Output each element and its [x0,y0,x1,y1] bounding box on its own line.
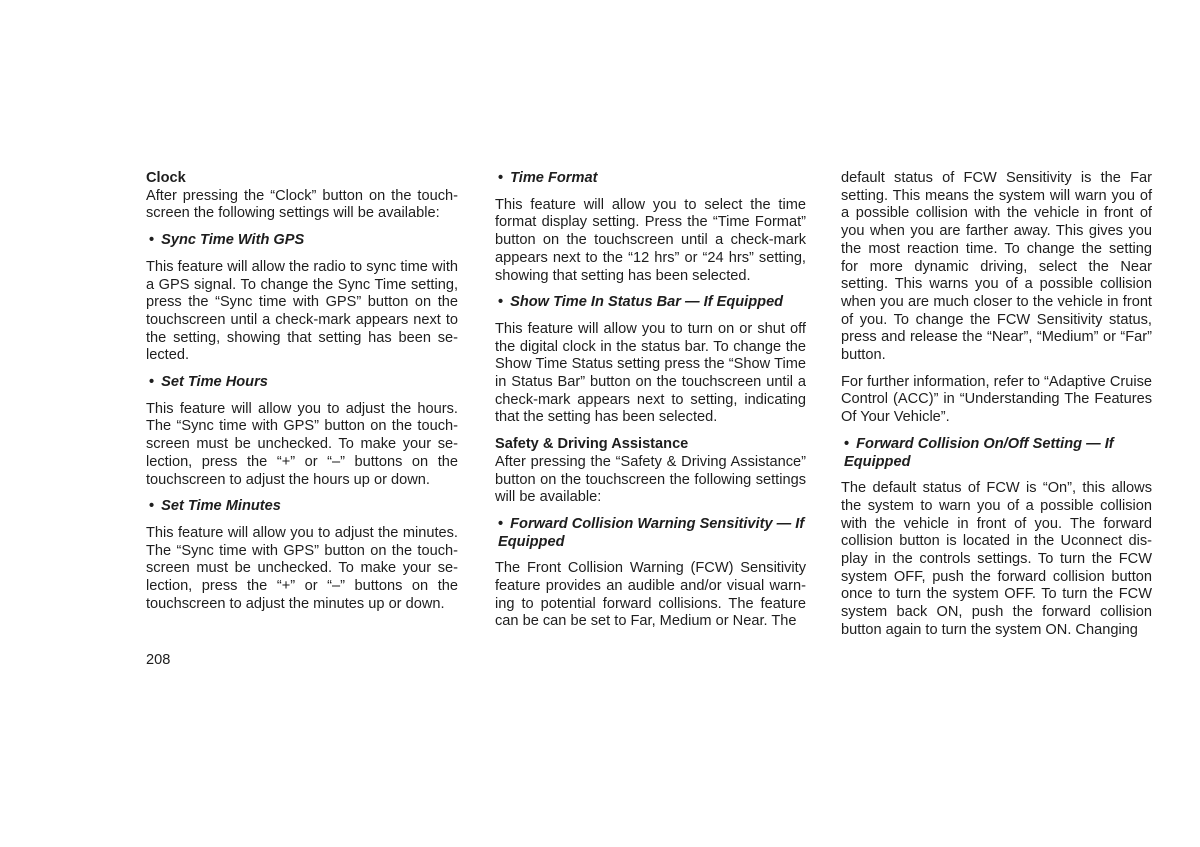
status-bar-text: This feature will allow you to turn on or shut off the digital clock in the status bar. To change the Show Time Status setting press the “Show Time in Status Bar” button on the touchscreen until a check-mark appears next to setting, indicating that the setting has been selected. [495,320,806,426]
set-hours-heading-text: Set Time Hours [161,374,268,391]
bullet-icon: • [149,498,155,515]
clock-intro: After pressing the “Clock” button on the touch-screen the following settings will be available: [146,187,458,222]
fcw-continued-text: default status of FCW Sensitivity is the Far setting. This means the system will warn you of a possible collision with the vehicle in front of you when you are farther away. This gives you the most reaction time. To change the setting for more dynamic driving, select the Near setting. This warns you of a possible collision when you are much closer to the vehicle in front of you. To change the FCW Sensitivity status, press and release the “Near”, “Medium” or “Far” button. [841,170,1152,364]
set-minutes-heading [146,498,458,516]
status-bar-heading [495,294,806,312]
sync-gps-heading [146,232,458,250]
fcw-onoff-heading-text: Forward Collision On/Off Setting — If Equipped [844,435,1114,470]
safety-heading: Safety & Driving Assistance [495,436,689,453]
sync-gps-text: This feature will allow the radio to sync time with a GPS signal. To change the Sync Time setting, press the “Sync time with GPS” button on the touchscreen until a check-mark appears next to the setting, showing that setting has been se-lected. [146,258,458,364]
status-bar-heading-text: Show Time In Status Bar — If Equipped [510,294,784,311]
set-minutes-text: This feature will allow you to adjust the minutes. The “Sync time with GPS” button on the touch-screen must be unchecked. To make your se-lection, press the “+” or “–” buttons on the touchscreen to adjust the minutes up or down. [146,524,458,612]
set-hours-heading [146,374,458,392]
column-middle [495,170,806,631]
time-format-text: This feature will allow you to select the time format display setting. Press the “Time Format” button on the touchscreen until a check-mark appears next to the “12 hrs” or “24 hrs” setting, showing that setting has been selected. [495,196,806,284]
bullet-icon: • [498,170,504,186]
fcw-sensitivity-heading [495,516,806,551]
time-format-heading [495,170,806,188]
column-left [146,170,458,622]
sync-gps-heading-text: Sync Time With GPS [161,232,305,249]
fcw-onoff-text: The default status of FCW is “On”, this allows the system to warn you of a possible collision with the vehicle in front of you. The forward collision button is located in the Uconnect dis-play in the controls settings. To turn the FCW system OFF, push the forward collision button once to turn the system OFF. To turn the FCW system back ON, push the forward collision button again to turn the system ON. Changing [841,480,1152,638]
fcw-onoff-heading [841,436,1152,471]
bullet-icon: • [149,232,155,249]
safety-intro: After pressing the “Safety & Driving Assistance” button on the touchscreen the following settings will be available: [495,453,806,506]
clock-heading: Clock [146,170,186,186]
bullet-icon: • [844,435,850,452]
further-info-text: For further information, refer to “Adaptive Cruise Control (ACC)” in “Understanding The Features Of Your Vehicle”. [841,373,1152,426]
bullet-icon: • [498,515,504,532]
bullet-icon: • [498,294,504,311]
time-format-heading-text: Time Format [510,170,598,186]
fcw-sensitivity-text: The Front Collision Warning (FCW) Sensitivity feature provides an audible and/or visual warn-ing to potential forward collisions. The feature can be can be set to Far, Medium or Near. The [495,560,806,630]
fcw-sensitivity-heading-text: Forward Collision Warning Sensitivity — If Equipped [498,515,805,550]
page-number: 208 [146,652,171,668]
set-minutes-heading-text: Set Time Minutes [161,498,281,515]
set-hours-text: This feature will allow you to adjust the hours. The “Sync time with GPS” button on the touch-screen must be unchecked. To make your se-lection, press the “+” or “–” buttons on the touchscreen to adjust the hours up or down. [146,400,458,488]
column-right [841,170,1152,640]
bullet-icon: • [149,374,155,391]
